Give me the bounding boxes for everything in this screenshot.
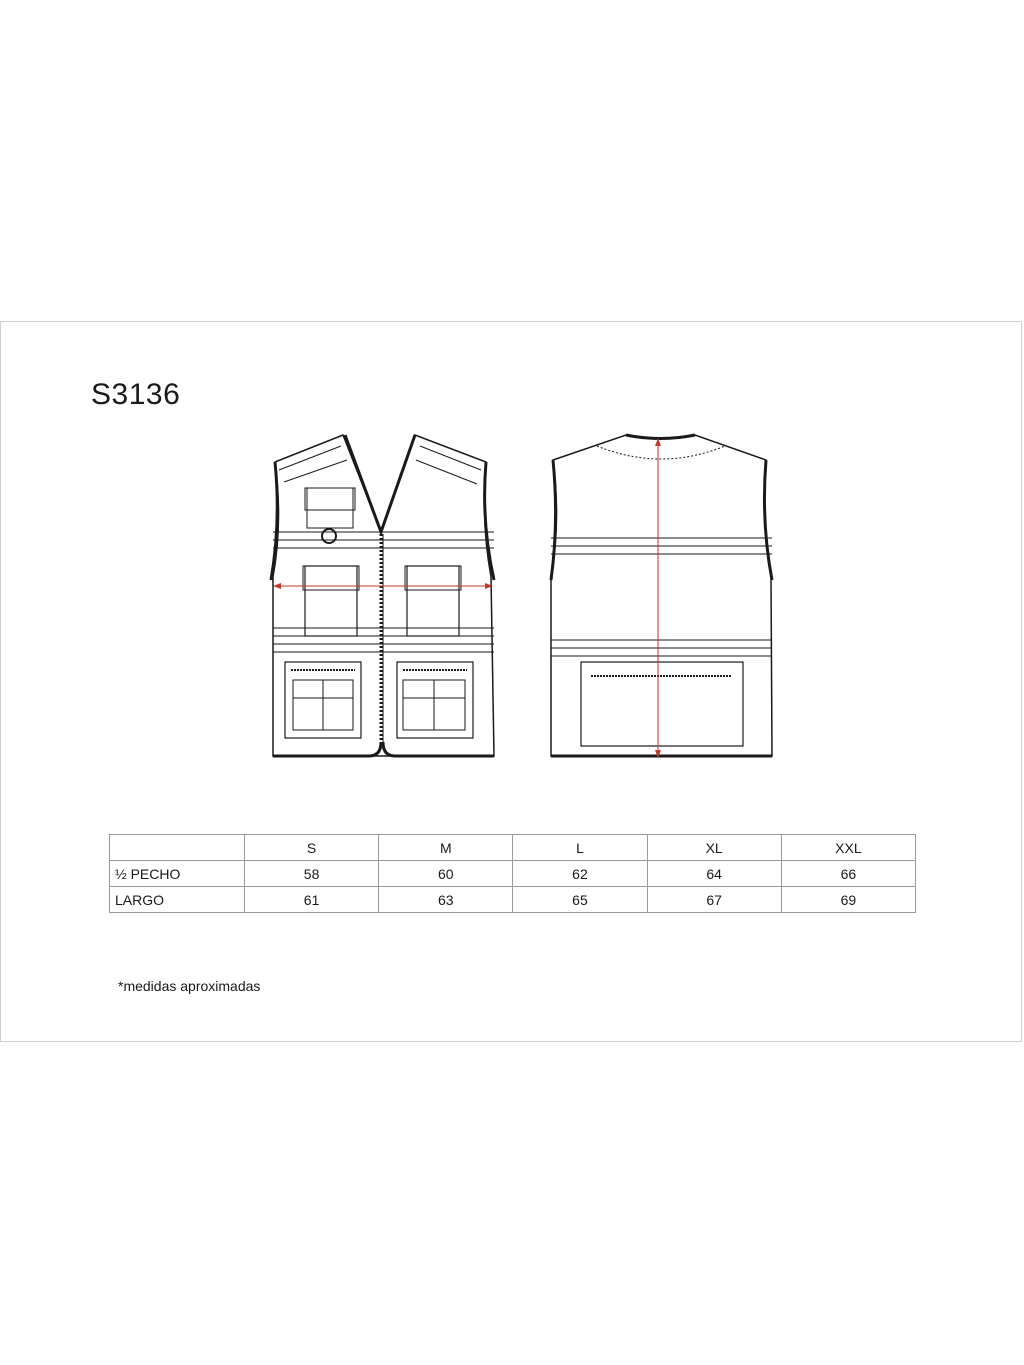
table-cell: 66: [781, 861, 915, 887]
table-cell: 58: [245, 861, 379, 887]
approximate-measures-note: *medidas aproximadas: [118, 978, 261, 994]
table-cell: 62: [513, 861, 647, 887]
table-cell: 67: [647, 887, 781, 913]
row-label-length: LARGO: [110, 887, 245, 913]
spec-sheet: [0, 321, 1022, 1042]
table-row: [110, 861, 916, 887]
product-code: S3136: [91, 378, 181, 411]
table-cell: 65: [513, 887, 647, 913]
size-header-m: M: [379, 835, 513, 861]
table-cell: 63: [379, 887, 513, 913]
table-corner-cell: [110, 835, 245, 861]
size-header-l: L: [513, 835, 647, 861]
size-header-xxl: XXL: [781, 835, 915, 861]
size-header-row: [110, 835, 916, 861]
size-header-s: S: [245, 835, 379, 861]
table-cell: 69: [781, 887, 915, 913]
size-table: [109, 834, 916, 913]
table-row: [110, 887, 916, 913]
vest-front: [271, 435, 494, 756]
row-label-half-chest: ½ PECHO: [110, 861, 245, 887]
vest-back: [551, 435, 772, 756]
table-cell: 64: [647, 861, 781, 887]
table-cell: 60: [379, 861, 513, 887]
table-cell: 61: [245, 887, 379, 913]
garment-drawing: [1, 322, 1023, 822]
size-header-xl: XL: [647, 835, 781, 861]
